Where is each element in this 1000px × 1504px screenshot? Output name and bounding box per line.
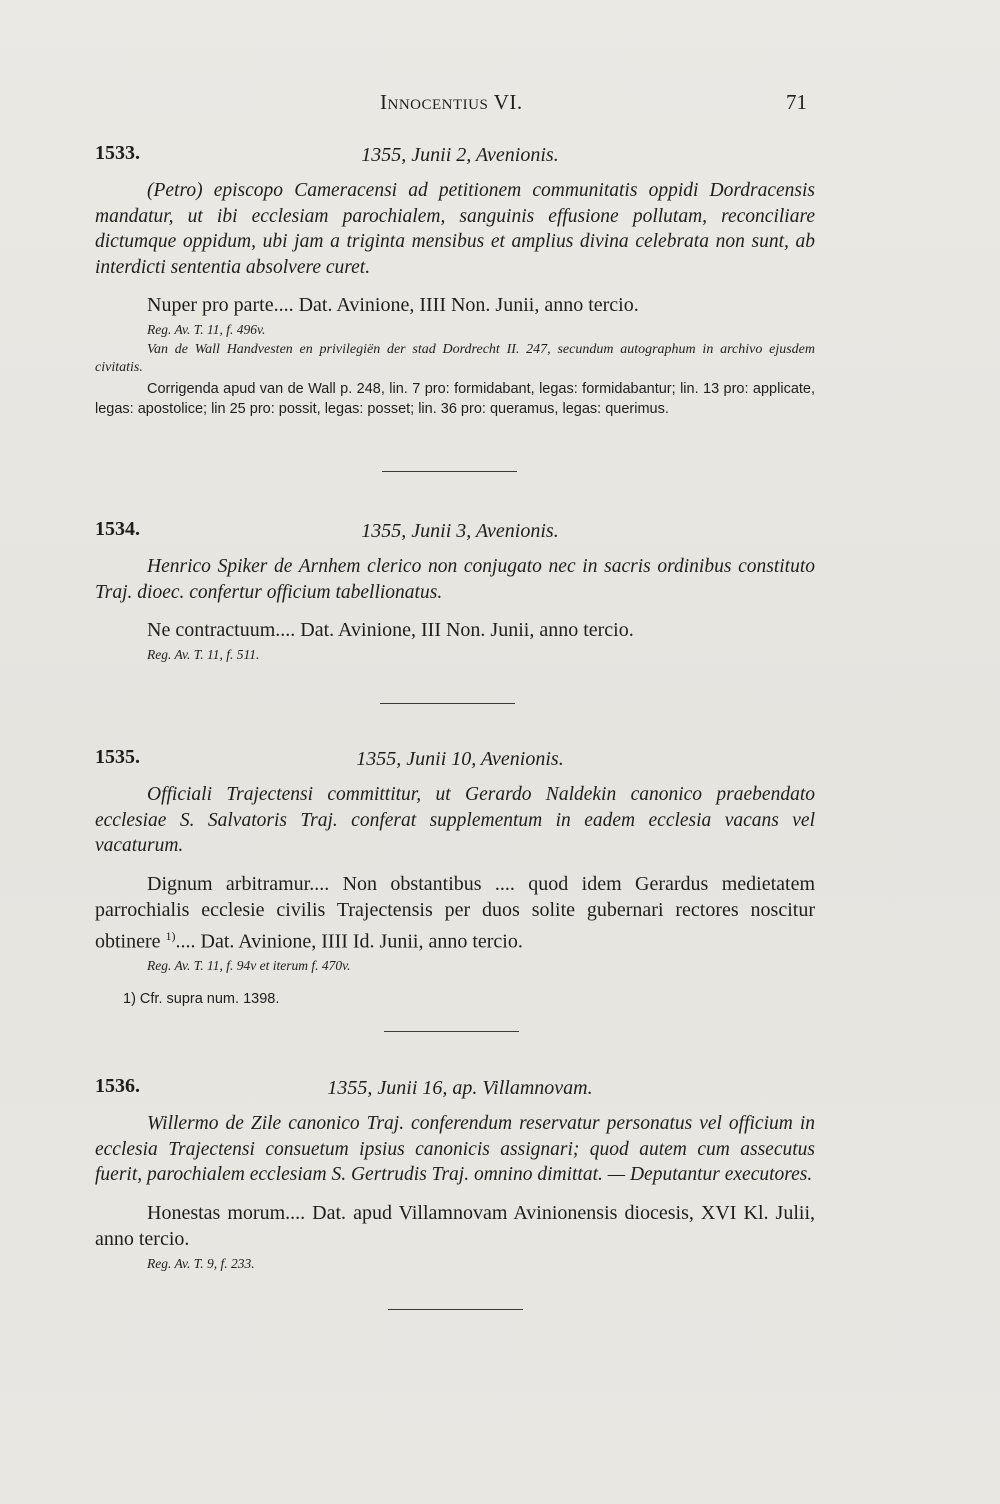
entry-1536 bbox=[95, 1075, 815, 1273]
entry-incipit: Honestas morum.... Dat. apud Villamnovam Avinionensis diocesis, XVI Kl. Julii, anno tercio. bbox=[95, 1201, 815, 1250]
entry-source: Reg. Av. T. 11, f. 94v et iterum f. 470v. bbox=[147, 958, 351, 974]
entry-1535 bbox=[95, 746, 815, 1009]
entry-date: 1355, Junii 10, Avenionis. bbox=[356, 748, 564, 770]
entry-regest: Officiali Trajectensi committitur, ut Gerardo Naldekin canonico praebendato ecclesiae S. Salvatoris Traj. conferat supplementum in eadem ecclesia vacans vel vacaturum. bbox=[95, 784, 815, 856]
footnote-mark: 1) bbox=[165, 928, 176, 943]
running-head bbox=[0, 90, 1000, 118]
entry-source: Reg. Av. T. 9, f. 233. bbox=[147, 1255, 255, 1271]
section-divider bbox=[382, 471, 517, 472]
entry-number: 1536. bbox=[95, 1075, 140, 1097]
entry-incipit bbox=[95, 871, 815, 955]
footnote: 1) Cfr. supra num. 1398. bbox=[123, 991, 280, 1008]
section-divider bbox=[388, 1309, 523, 1310]
section-divider bbox=[384, 1031, 519, 1032]
incipit-text-end: .... Dat. Avinione, IIII Id. Junii, anno tercio. bbox=[175, 930, 523, 953]
entry-literature: Van de Wall Handvesten en privilegiën der stad Dordrecht II. 247, secundum autographum in archivo ejusdem civitatis. bbox=[95, 342, 815, 375]
entry-incipit: Ne contractuum.... Dat. Avinione, III Non. Junii, anno tercio. bbox=[147, 619, 634, 641]
entry-date: 1355, Junii 2, Avenionis. bbox=[361, 144, 559, 166]
entry-source: Reg. Av. T. 11, f. 496v. bbox=[147, 322, 266, 337]
running-title: Innocentius VI. bbox=[380, 90, 523, 114]
page-number: 71 bbox=[786, 90, 807, 114]
entry-1534 bbox=[95, 518, 815, 664]
entry-regest: Henrico Spiker de Arnhem clerico non conjugato nec in sacris ordinibus constituto Traj. dioec. confertur officium tabellionatus. bbox=[95, 556, 815, 603]
section-divider bbox=[380, 703, 515, 704]
incipit-text: Dignum arbitramur.... Non obstantibus .... quod idem Gerardus medietatem parrochialis ecclesie civilis Trajectensis per duos solite gubernari rectores noscitur obtinere bbox=[95, 872, 815, 953]
entry-date: 1355, Junii 3, Avenionis. bbox=[361, 520, 559, 542]
entry-incipit: Nuper pro parte.... Dat. Avinione, IIII Non. Junii, anno tercio. bbox=[147, 294, 639, 316]
entry-source: Reg. Av. T. 11, f. 511. bbox=[147, 647, 260, 662]
entry-regest: (Petro) episcopo Cameracensi ad petitionem communitatis oppidi Dordracensis mandatur, ut ibi ecclesiam parochialem, sanguinis effusione pollutam, reconciliare dictumque oppidum, ubi jam a triginta mensibus et amplius divina celebrata non sunt, ab interdicti sententia absolvere curet. bbox=[95, 180, 815, 278]
entry-1533 bbox=[95, 142, 815, 419]
entry-number: 1533. bbox=[95, 142, 140, 164]
entry-date: 1355, Junii 16, ap. Villamnovam. bbox=[327, 1077, 593, 1099]
entry-number: 1534. bbox=[95, 518, 140, 540]
entry-number: 1535. bbox=[95, 746, 140, 768]
entry-note: Corrigenda apud van de Wall p. 248, lin. 7 pro: formidabant, legas: formidabantur; lin. 13 pro: applicate, legas: apostolice; lin 25 pro: possit, legas: posset; lin. 36 pro: queramus, legas: querimus. bbox=[95, 381, 815, 417]
entry-regest: Willermo de Zile canonico Traj. conferendum reservatur personatus vel officium in ecclesia Trajectensi consuetum ipsius canonicis assignari; quod autem cum assecutus fuerit, parochialem ecclesiam S. Gertrudis Traj. omnino dimittat. — Deputantur executores. bbox=[95, 1113, 815, 1185]
